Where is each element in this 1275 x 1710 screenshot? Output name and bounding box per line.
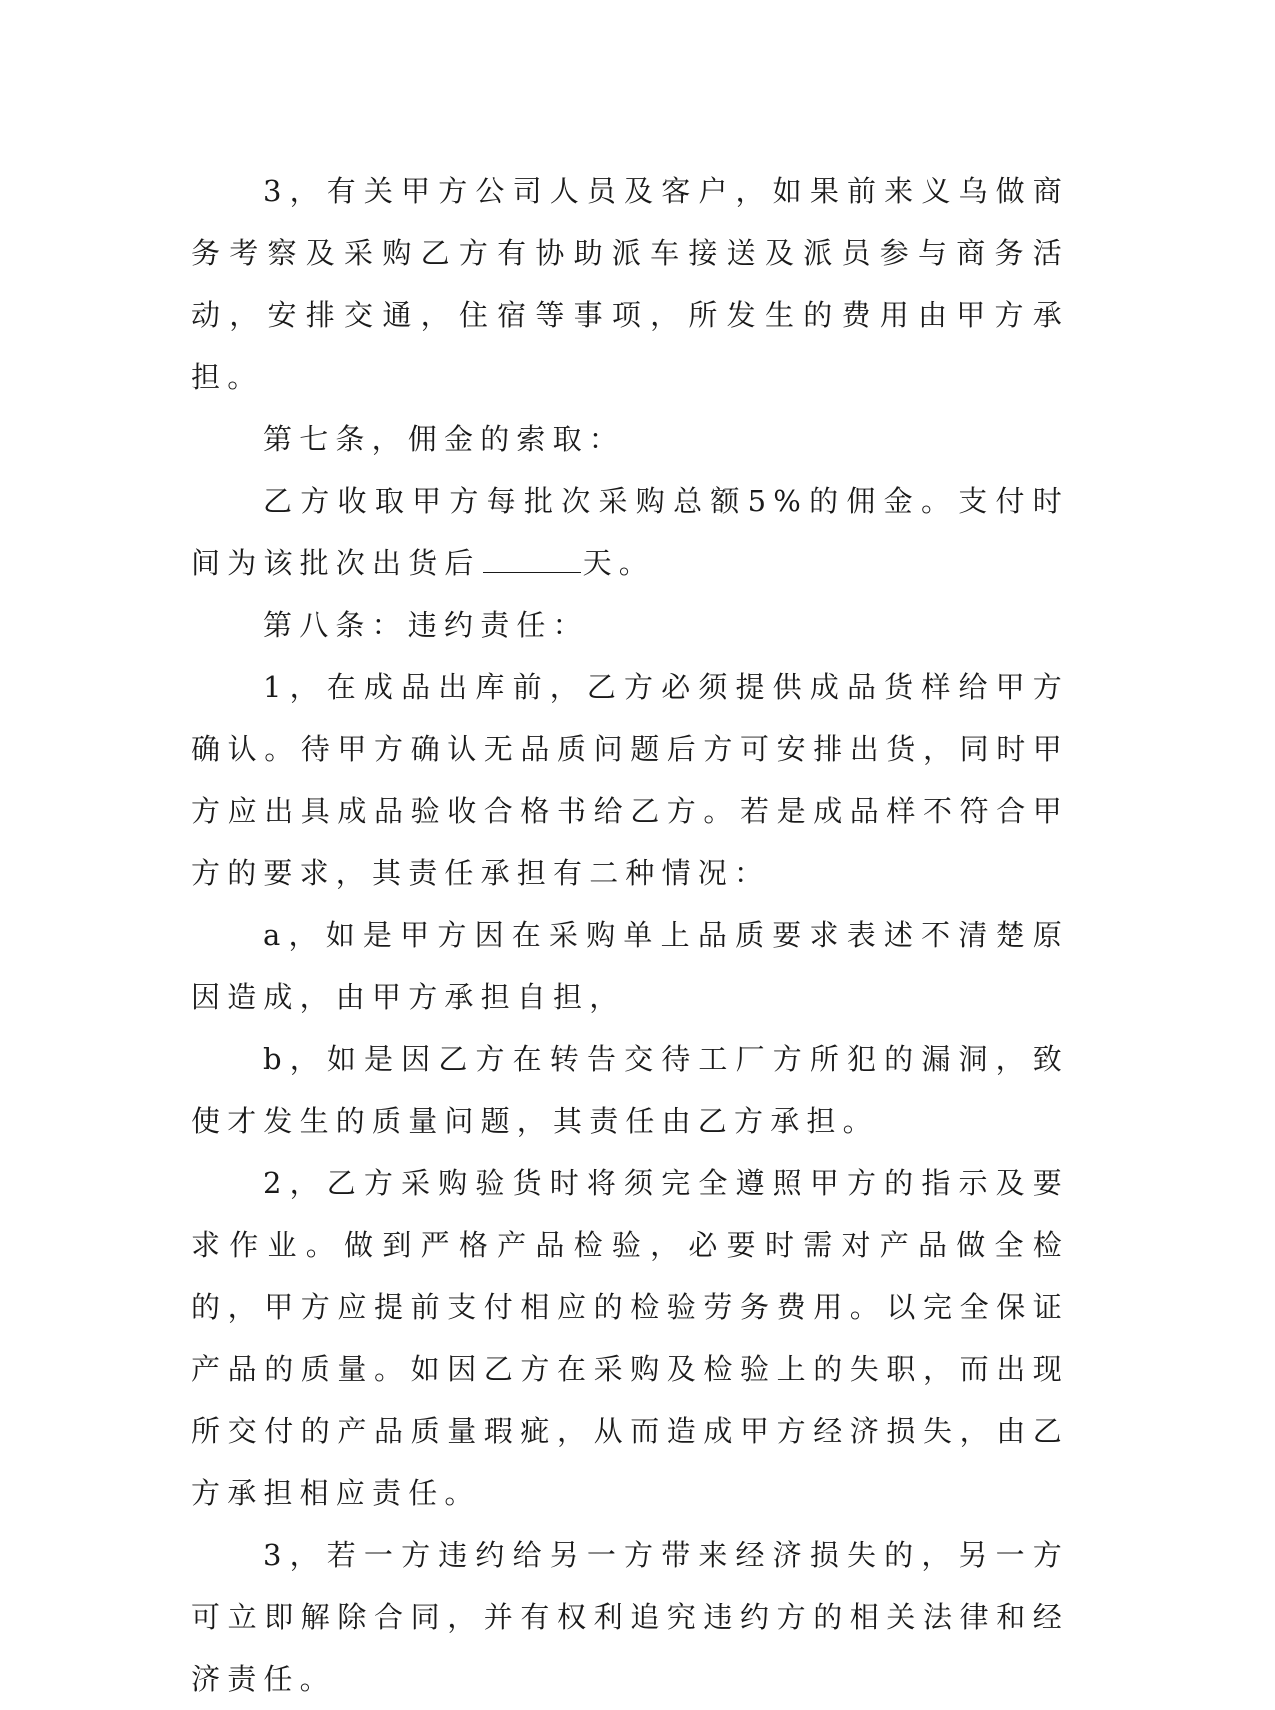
fill-in-blank xyxy=(483,532,581,573)
paragraph-item-2-inspection: 2，乙方采购验货时将须完全遵照甲方的指示及要求作业。做到严格产品检验，必要时需对产品做全检的，甲方应提前支付相应的检验劳务费用。以完全保证产品的质量。如因乙方在采购及检验上的失职，而出现所交付的产品质量瑕疵，从而造成甲方经济损失，由乙方承担相应责任。 xyxy=(191,1166,1069,1510)
paragraph-case-a: a，如是甲方因在采购单上品质要求表述不清楚原因造成，由甲方承担自担， xyxy=(191,918,1069,1014)
commission-text: 乙方收取甲方每批次采购总额5%的佣金。支付时间为该批次出货后 xyxy=(191,484,1069,580)
paragraph-item-3-breach: 3，若一方违约给另一方带来经济损失的，另一方可立即解除合同，并有权利追究违约方的相关法律和经济责任。 xyxy=(191,1538,1069,1696)
article-7-heading: 第七条，佣金的索取： xyxy=(263,422,626,456)
commission-text-end: 天。 xyxy=(582,546,656,580)
article-8-heading: 第八条：违约责任： xyxy=(263,608,589,642)
document-body xyxy=(191,160,1069,1710)
paragraph-item-1-sample-confirmation: 1，在成品出库前，乙方必须提供成品货样给甲方确认。待甲方确认无品质问题后方可安排出货，同时甲方应出具成品验收合格书给乙方。若是成品样不符合甲方的要求，其责任承担有二种情况： xyxy=(191,670,1069,890)
paragraph-case-b: b，如是因乙方在转告交待工厂方所犯的漏洞，致使才发生的质量问题，其责任由乙方承担。 xyxy=(191,1042,1069,1138)
paragraph-item-3-transport-costs: 3，有关甲方公司人员及客户，如果前来义乌做商务考察及采购乙方有协助派车接送及派员参与商务活动，安排交通，住宿等事项，所发生的费用由甲方承担。 xyxy=(191,174,1069,394)
paragraph-commission xyxy=(191,470,1069,594)
